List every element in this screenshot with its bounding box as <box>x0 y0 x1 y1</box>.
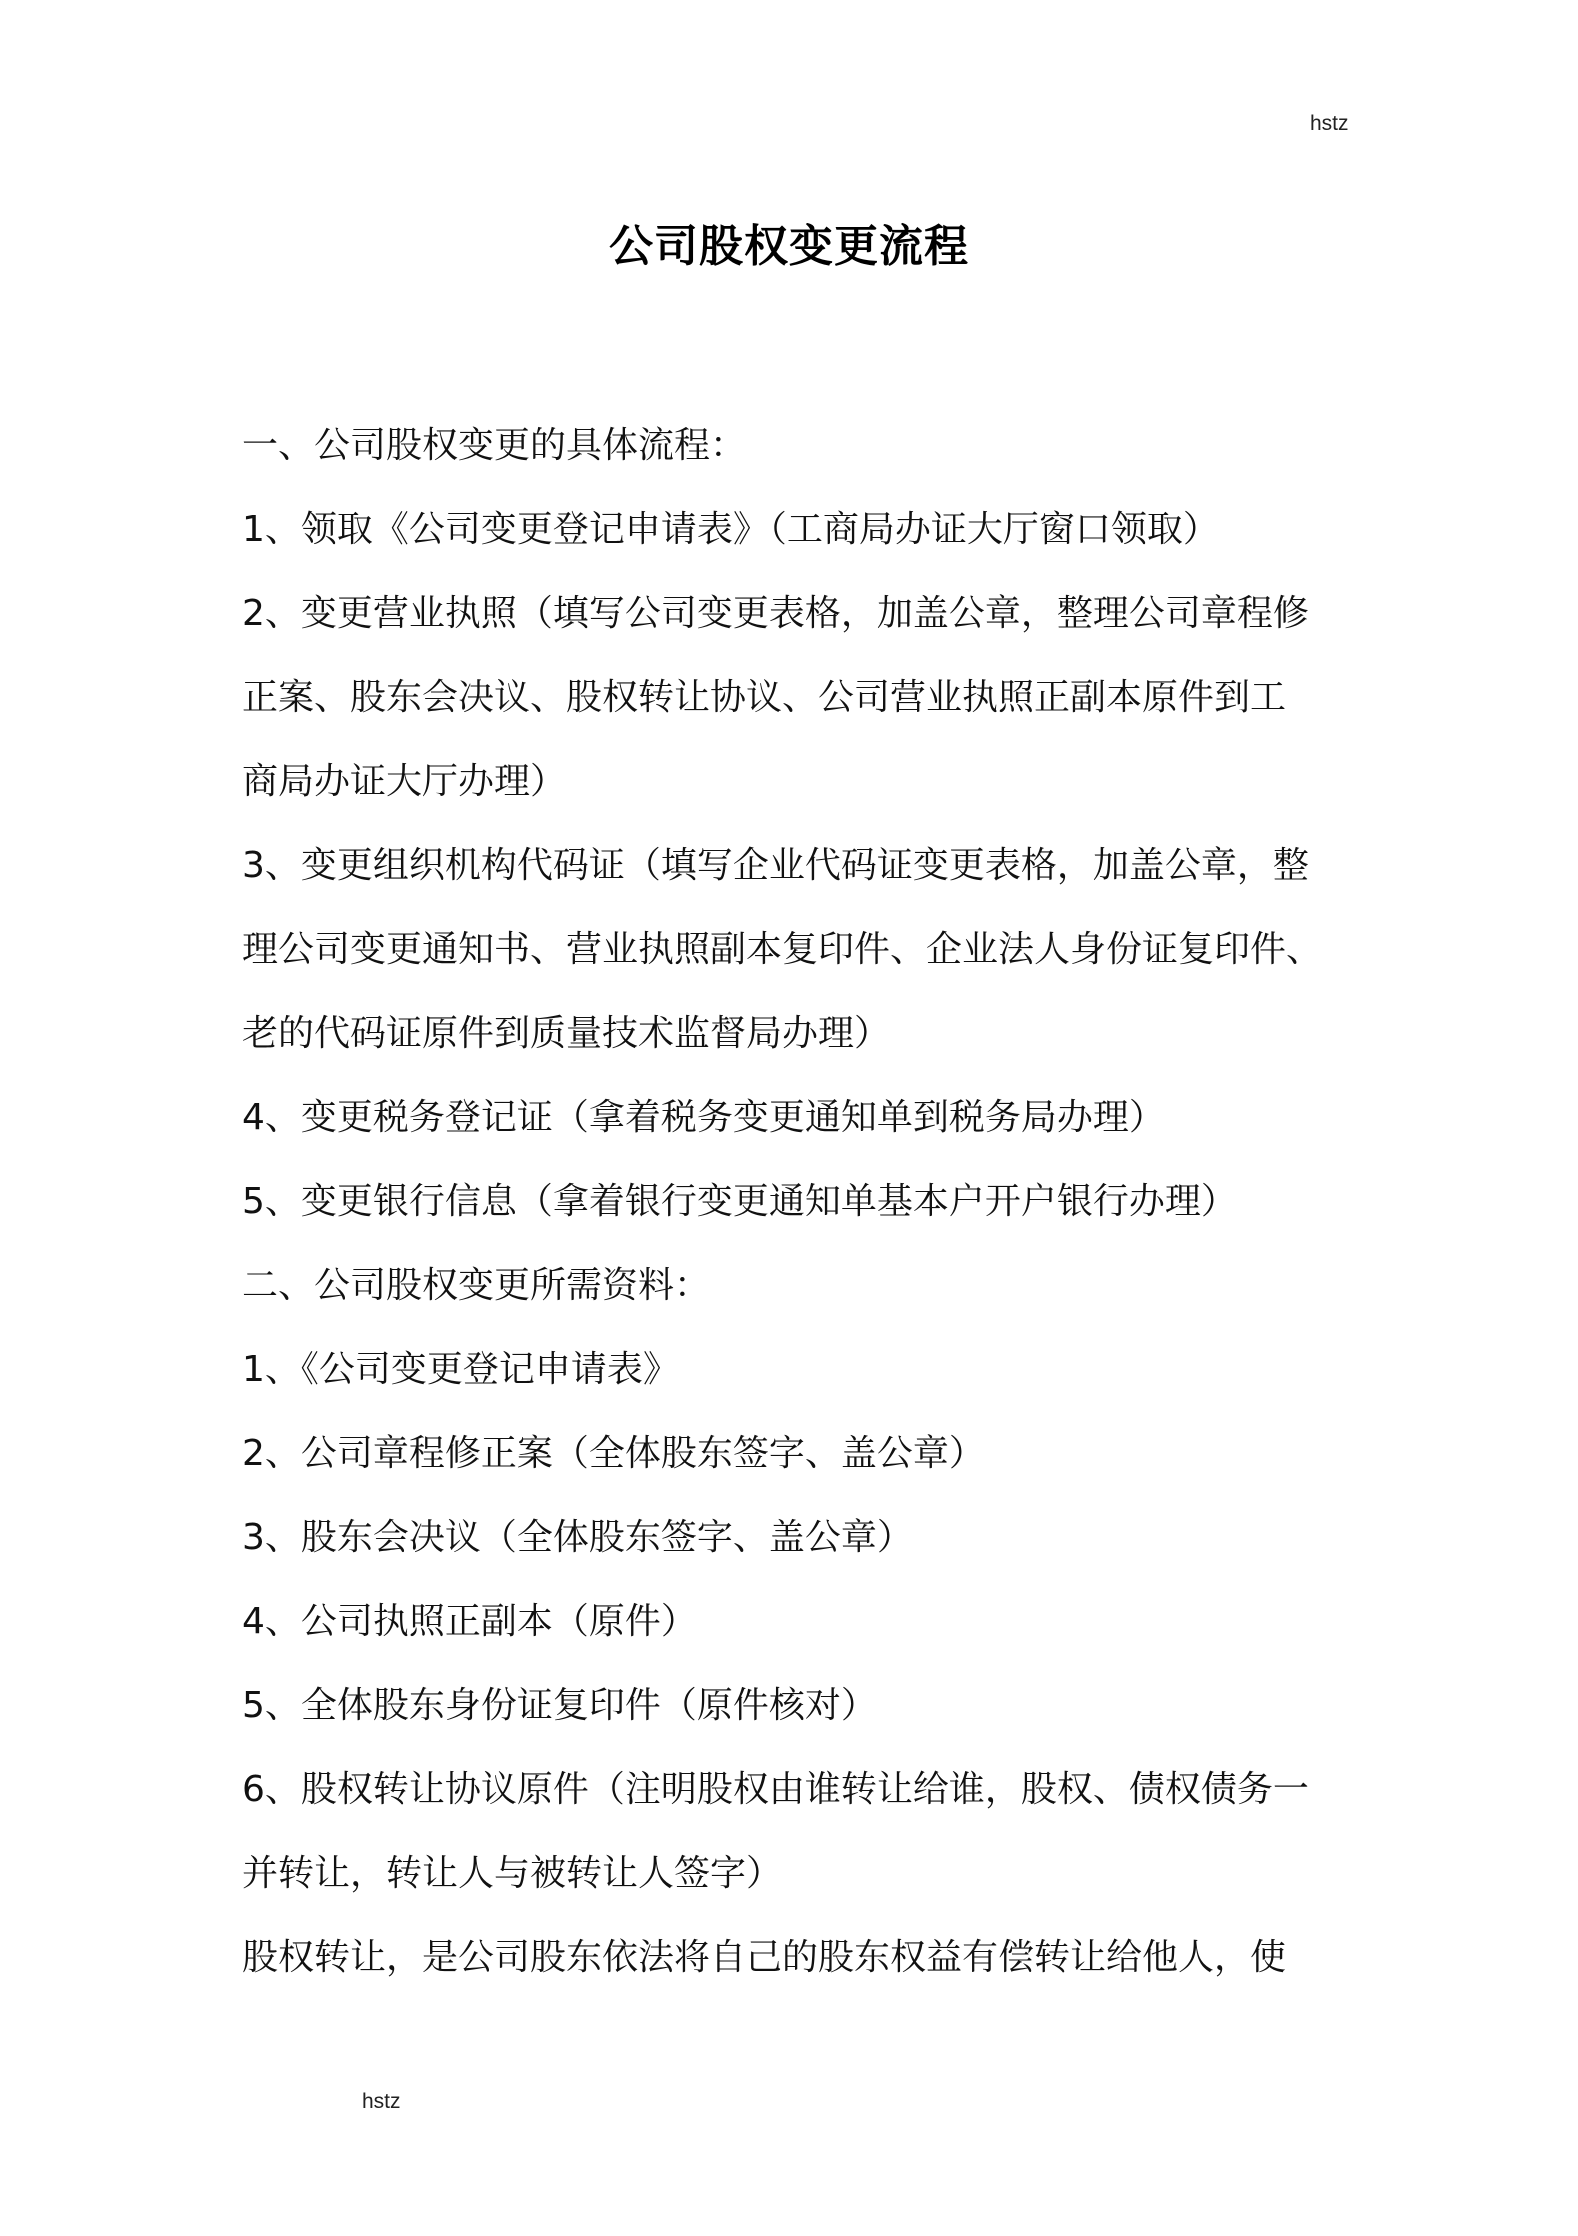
step-4: 4、变更税务登记证（拿着税务变更通知单到税务局办理） <box>242 1097 1165 1138</box>
step-2-line-1: 2、变更营业执照（填写公司变更表格，加盖公章，整理公司章程修 <box>242 593 1309 634</box>
step-2-line-3: 商局办证大厅办理） <box>242 761 567 802</box>
step-3-line-2: 理公司变更通知书、营业执照副本复印件、企业法人身份证复印件、 <box>242 929 1323 970</box>
material-2: 2、公司章程修正案（全体股东签字、盖公章） <box>242 1433 985 1474</box>
material-3: 3、股东会决议（全体股东签字、盖公章） <box>242 1517 913 1558</box>
step-2-line-2: 正案、股东会决议、股权转让协议、公司营业执照正副本原件到工 <box>242 677 1287 718</box>
section-heading-process: 一、公司股权变更的具体流程： <box>242 425 747 466</box>
material-4: 4、公司执照正副本（原件） <box>242 1601 697 1642</box>
step-3-line-1: 3、变更组织机构代码证（填写企业代码证变更表格，加盖公章，整 <box>242 845 1309 886</box>
material-1: 1、《公司变更登记申请表》 <box>242 1349 679 1390</box>
step-1: 1、领取《公司变更登记申请表》（工商局办证大厅窗口领取） <box>242 509 1219 550</box>
material-6-line-1: 6、股权转让协议原件（注明股权由谁转让给谁，股权、债权债务一 <box>242 1769 1309 1810</box>
step-3-line-3: 老的代码证原件到质量技术监督局办理） <box>242 1013 891 1054</box>
document-body <box>242 404 1362 2000</box>
document-title: 公司股权变更流程 <box>609 221 969 272</box>
material-6-line-2: 并转让，转让人与被转让人签字） <box>242 1853 783 1894</box>
step-5: 5、变更银行信息（拿着银行变更通知单基本户开户银行办理） <box>242 1181 1237 1222</box>
header-watermark: hstz <box>1310 112 1349 135</box>
footer-watermark: hstz <box>362 2090 401 2113</box>
paragraph-definition: 股权转让，是公司股东依法将自己的股东权益有偿转让给他人，使 <box>242 1937 1287 1978</box>
section-heading-materials: 二、公司股权变更所需资料： <box>242 1265 711 1306</box>
material-5: 5、全体股东身份证复印件（原件核对） <box>242 1685 877 1726</box>
